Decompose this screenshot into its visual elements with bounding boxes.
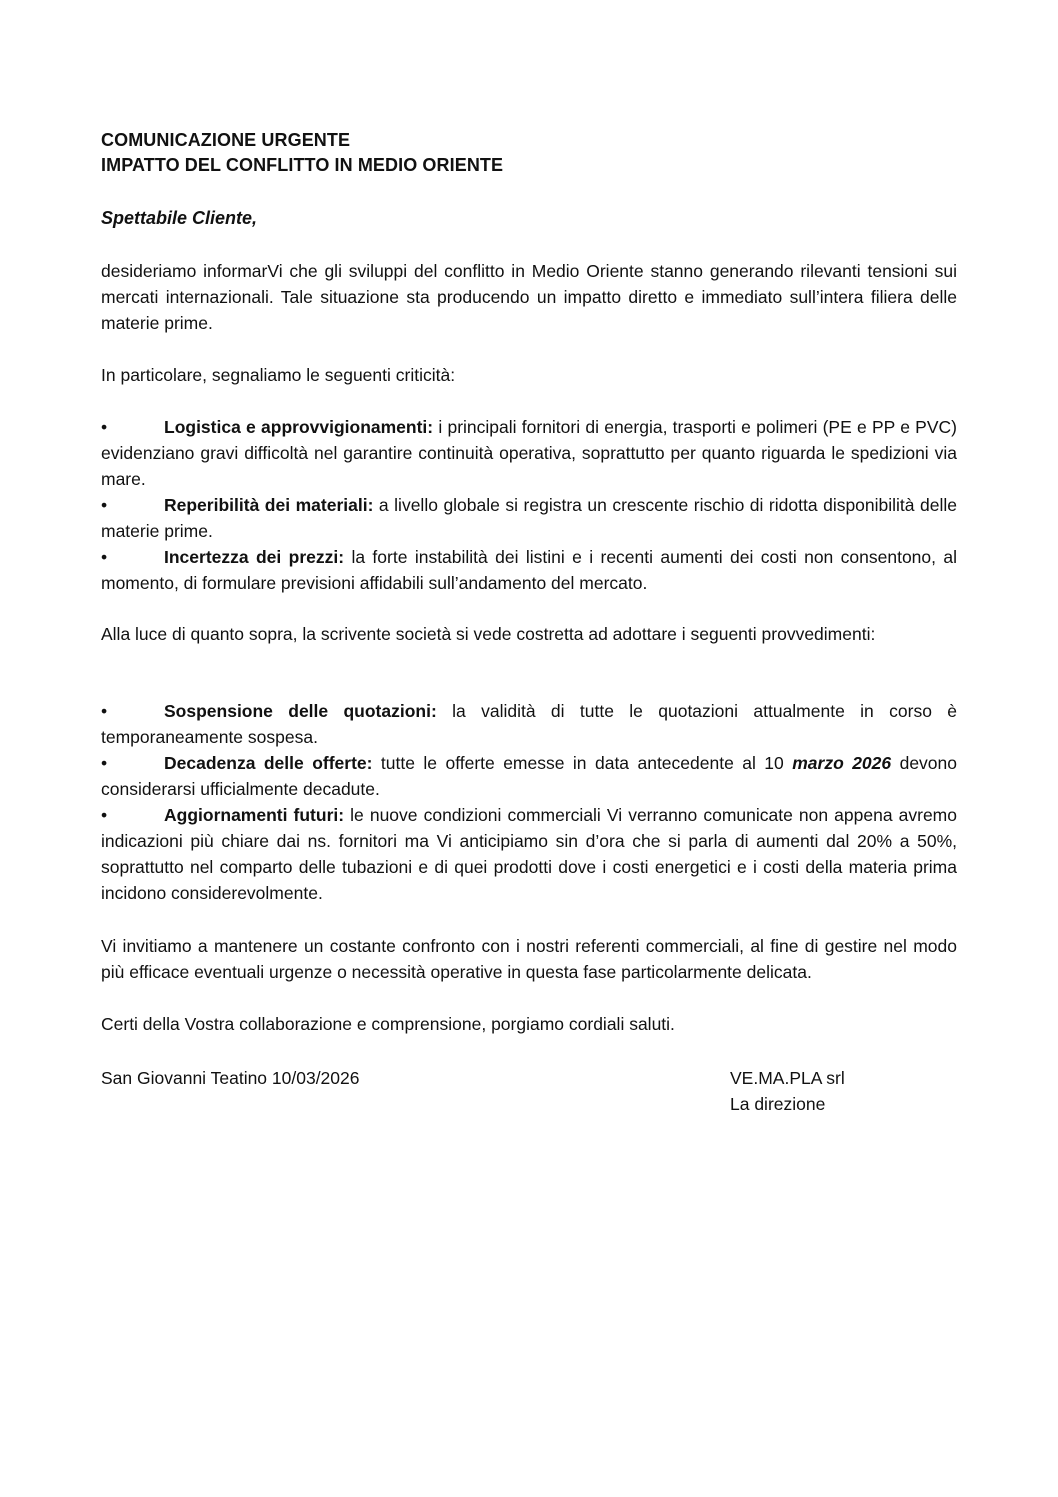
intro-paragraph: desideriamo informarVi che gli sviluppi del conflitto in Medio Oriente stanno generando rilevanti tensioni sui mercati internazionali. Tale situazione sta producendo un impatto diretto e immediato sull’intera filiera delle materie prime. xyxy=(101,261,957,333)
list-item xyxy=(101,414,957,492)
item-text: la validità di tutte le quotazioni attualmente in corso è temporaneamente sospesa. xyxy=(101,701,958,747)
bullet-icon: • xyxy=(101,753,108,773)
bullet-icon: • xyxy=(101,417,108,437)
document-title xyxy=(101,128,503,178)
invito-paragraph: Vi invitiamo a mantenere un costante confronto con i nostri referenti commerciali, al fine di gestire nel modo più efficace eventuali urgenze o necessità operative in questa fase particolarmente delicata. xyxy=(101,936,957,982)
list-item xyxy=(101,750,957,802)
place-date: San Giovanni Teatino 10/03/2026 xyxy=(101,1068,360,1088)
bullet-icon: • xyxy=(101,547,108,567)
provvedimenti-list xyxy=(101,698,957,906)
list-item xyxy=(101,698,957,750)
item-text: devono considerarsi ufficialmente decadute. xyxy=(101,753,957,799)
bullet-icon: • xyxy=(101,701,108,721)
item-text: a livello globale si registra un crescente rischio di ridotta disponibilità delle materie prime. xyxy=(101,495,958,541)
salutation: Spettabile Cliente, xyxy=(101,208,258,228)
list-item xyxy=(101,544,957,596)
item-label: Reperibilità dei materiali: xyxy=(164,495,374,515)
list-item xyxy=(101,492,957,544)
item-label: Decadenza delle offerte: xyxy=(164,753,373,773)
item-text: i principali fornitori di energia, trasporti e polimeri (PE e PP e PVC) evidenziano gravi difficoltà nel garantire continuità operativa, soprattutto per quanto riguarda le spedizioni via mare. xyxy=(101,417,957,489)
bullet-icon: • xyxy=(101,495,108,515)
item-text: tutte le offerte emesse in data antecedente al 10 xyxy=(372,753,793,773)
deadline-date: marzo 2026 xyxy=(792,753,892,773)
item-text: la forte instabilità dei listini e i recenti aumenti dei costi non consentono, al momento, di formulare previsioni affidabili sull’andamento del mercato. xyxy=(101,547,957,593)
criticita-list xyxy=(101,414,957,596)
provvedimenti-intro: Alla luce di quanto sopra, la scrivente società si vede costretta ad adottare i seguenti provvedimenti: xyxy=(101,624,876,644)
item-label: Incertezza dei prezzi: xyxy=(164,547,345,567)
title-line-1: COMUNICAZIONE URGENTE xyxy=(101,130,351,150)
item-label: Sospensione delle quotazioni: xyxy=(164,701,437,721)
criticita-intro: In particolare, segnaliamo le seguenti criticità: xyxy=(101,365,456,385)
item-text: le nuove condizioni commerciali Vi verranno comunicate non appena avremo indicazioni più chiare dai ns. fornitori ma Vi anticipiamo sin d’ora che si parla di aumenti dal 20% a 50%, soprattutto nel comparto delle tubazioni e di quei prodotti dove i costi energetici e i costi della materia prima incidono considerevolmente. xyxy=(101,805,957,903)
closing-paragraph: Certi della Vostra collaborazione e comprensione, porgiamo cordiali saluti. xyxy=(101,1014,675,1034)
item-label: Aggiornamenti futuri: xyxy=(164,805,345,825)
bullet-icon: • xyxy=(101,805,108,825)
company-name: VE.MA.PLA srl xyxy=(730,1068,845,1088)
list-item xyxy=(101,802,957,906)
title-line-2: IMPATTO DEL CONFLITTO IN MEDIO ORIENTE xyxy=(101,155,504,175)
signature: La direzione xyxy=(730,1094,826,1114)
signature-block xyxy=(730,1065,845,1117)
item-label: Logistica e approvvigionamenti: xyxy=(164,417,434,437)
